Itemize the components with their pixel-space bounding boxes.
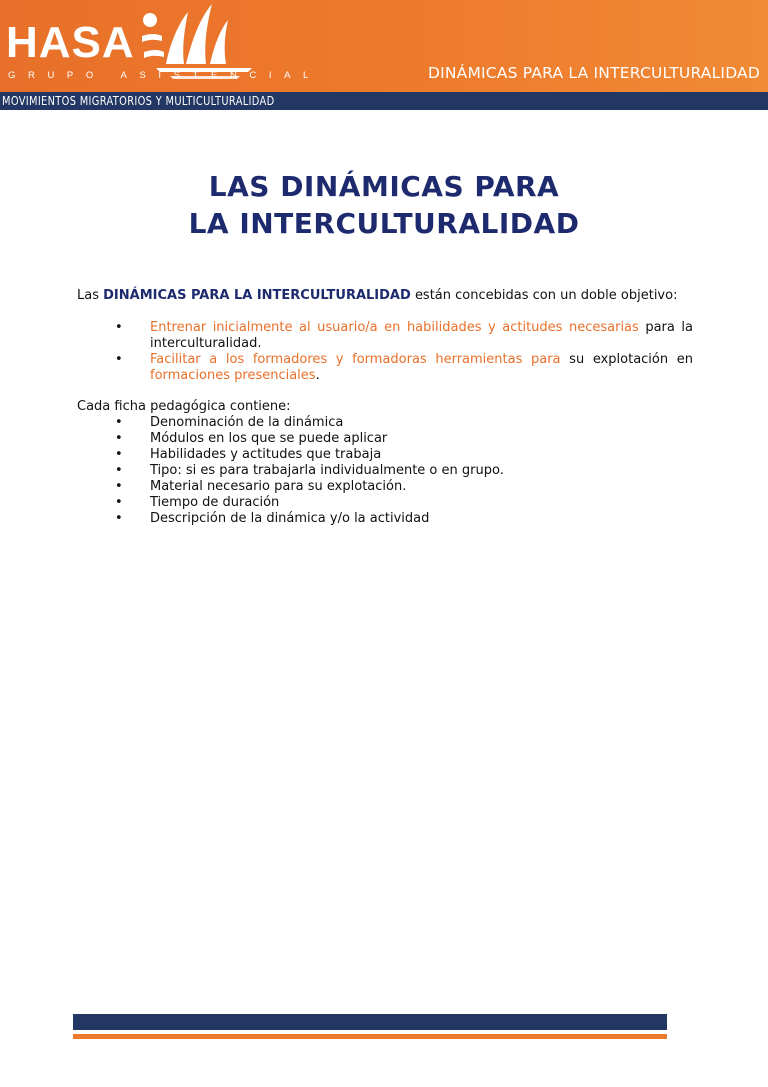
list-item: • Denominación de la dinámica — [77, 415, 693, 431]
logo-subtitle: GRUPO ASISTENCIAL — [8, 70, 321, 81]
ficha-intro: Cada ficha pedagógica contiene: — [77, 399, 291, 414]
logo-name: HASA — [6, 18, 135, 67]
header-band-text: MOVIMIENTOS MIGRATORIOS Y MULTICULTURALIDAD — [2, 94, 275, 108]
list-item — [77, 320, 693, 352]
page-header — [0, 0, 768, 92]
list-item: • Módulos en los que se puede aplicar — [77, 431, 693, 447]
objective-rest: para la interculturalidad. — [150, 320, 693, 351]
header-title: DINÁMICAS PARA LA INTERCULTURALIDAD — [427, 64, 760, 82]
objectives-list — [77, 320, 693, 384]
intro-prefix: Las — [77, 288, 99, 303]
objective-end: . — [315, 368, 320, 383]
objective-highlight: Entrenar inicialmente al usuario/a en habilidades y actitudes necesarias — [150, 320, 639, 335]
list-item: • Material necesario para su explotación. — [77, 479, 693, 495]
footer-bar-navy — [73, 1014, 667, 1030]
list-item: • Descripción de la dinámica y/o la actividad — [77, 511, 693, 527]
intro-bold: DINÁMICAS PARA LA INTERCULTURALIDAD — [103, 288, 411, 303]
list-item: • Habilidades y actitudes que trabaja — [77, 447, 693, 463]
objective-highlight-2: formaciones presenciales — [150, 368, 316, 383]
title-line-1: LAS DINÁMICAS PARA — [208, 170, 560, 203]
page-title — [0, 168, 768, 242]
list-item — [77, 352, 693, 384]
ficha-section — [77, 399, 693, 527]
intro-suffix: están concebidas con un doble objetivo: — [414, 288, 678, 303]
list-item: • Tipo: si es para trabajarla individualmente o en grupo. — [77, 463, 693, 479]
list-item: • Tiempo de duración — [77, 495, 693, 511]
intro-paragraph — [77, 288, 693, 304]
title-line-2: LA INTERCULTURALIDAD — [188, 207, 580, 240]
footer-bar-orange — [73, 1034, 667, 1039]
ficha-list — [77, 415, 693, 527]
objective-highlight: Facilitar a los formadores y formadoras herramientas para — [150, 352, 561, 367]
objective-middle: su explotación en — [569, 352, 693, 367]
